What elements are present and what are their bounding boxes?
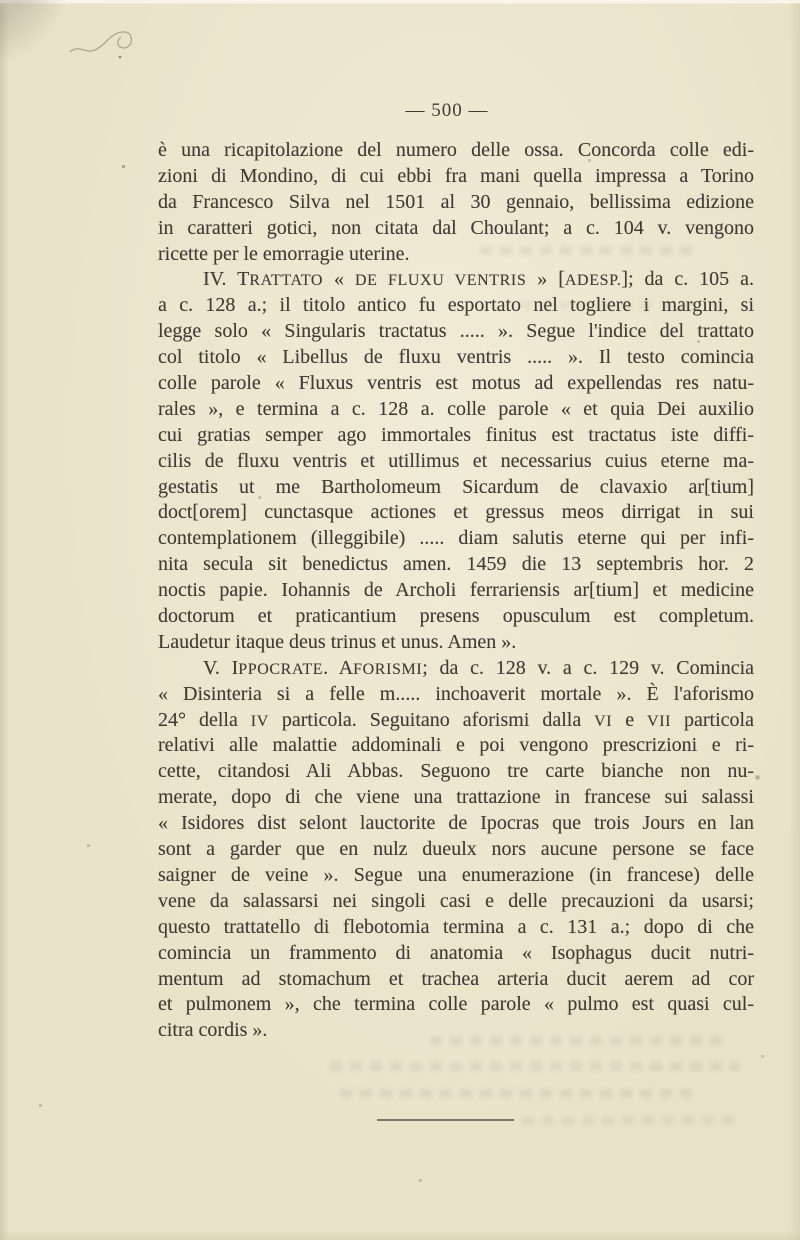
- text-line: [158, 475, 754, 501]
- text-segment: legge solo « Singularis tractatus ..... ». Segue l'indice del trattato: [158, 320, 754, 343]
- text-line: [158, 656, 754, 682]
- text-line: [158, 889, 754, 915]
- text-line: [158, 449, 754, 475]
- show-through-smudge: [522, 1116, 742, 1125]
- text-segment: cilis de fluxu ventris et utillimus et necessarius cuius eterne ma-: [158, 449, 754, 472]
- text-line: [158, 242, 754, 268]
- text-segment: cette, citandosi Ali Abbas. Seguono tre carte bianche non nu-: [158, 760, 754, 783]
- text-line: [158, 552, 754, 578]
- text-segment: comincia un frammento di anatomia « Isophagus ducit nutri-: [158, 941, 754, 964]
- page-number: — 500 —: [405, 100, 489, 121]
- text-segment: relativi alle malattie addominali e poi vengono prescrizioni e ri-: [158, 734, 754, 757]
- text-segment: contemplationem (illeggibile) ..... diam salutis eterne qui per infi-: [158, 527, 754, 550]
- text-line: [158, 915, 754, 941]
- text-line: [158, 941, 754, 967]
- text-segment: « Isidores dist selont lauctorite de Ipocras que trois Jours en lan: [158, 812, 754, 835]
- text-column: [158, 138, 754, 1044]
- text-segment: saigner de veine ». Segue una enumerazione (in francese) delle: [158, 863, 754, 886]
- text-line: [158, 863, 754, 889]
- section-end-rule: [377, 1119, 514, 1121]
- text-line: [158, 682, 754, 708]
- text-line: [158, 759, 754, 785]
- text-line: [158, 345, 754, 371]
- text-line: [158, 708, 754, 734]
- text-segment: V. I: [203, 656, 239, 679]
- text-line: [158, 837, 754, 863]
- text-segment: VI: [594, 712, 613, 730]
- text-line: [158, 267, 754, 293]
- text-line: [158, 500, 754, 526]
- text-segment: merate, dopo di che viene una trattazione in francese sui salassi: [158, 786, 754, 809]
- text-segment: « Disinteria si a felle m..... inchoaverit mortale ». È l'aforismo: [158, 682, 754, 705]
- text-segment: sont a garder que en nulz dueulx nors aucune persone se face: [158, 838, 754, 861]
- text-segment: in caratteri gotici, non citata dal Choulant; a c. 104 v. vengono: [158, 216, 754, 239]
- text-line: [158, 190, 754, 216]
- text-segment: et pulmonem », che termina colle parole « pulmo est quasi cul-: [158, 993, 754, 1016]
- text-line: [158, 992, 754, 1018]
- text-segment: IV: [250, 712, 269, 730]
- show-through-smudge: [330, 1062, 740, 1071]
- text-segment: gestatis ut me Bartholomeum Sicardum de clavaxio ar[tium]: [158, 475, 754, 498]
- text-segment: . A: [323, 656, 354, 679]
- text-segment: cui gratias semper ago immortales finitus est tractatus iste diffi-: [158, 423, 754, 446]
- text-segment: » [: [526, 268, 565, 291]
- pencil-squiggle: [60, 20, 150, 65]
- text-line: [158, 733, 754, 759]
- text-line: [158, 423, 754, 449]
- text-segment: doct[orem] cunctasque actiones et gressus meos dirrigat in sui: [158, 501, 754, 524]
- text-segment: particola: [671, 708, 754, 731]
- text-segment: da Francesco Silva nel 1501 al 30 gennaio, bellissima edizione: [158, 190, 754, 213]
- text-segment: 24° della: [158, 708, 251, 731]
- text-segment: PPOCRATE: [238, 660, 324, 678]
- text-segment: noctis papie. Iohannis de Archoli ferrariensis ar[tium] et medicine: [158, 579, 754, 602]
- text-line: [158, 164, 754, 190]
- text-line: [158, 526, 754, 552]
- text-segment: nita secula sit benedictus amen. 1459 die 13 septembris hor. 2: [158, 553, 754, 576]
- text-segment: zioni di Mondino, di cui ebbi fra mani quella impressa a Torino: [158, 164, 754, 187]
- text-segment: a c. 128 a.; il titolo antico fu esportato nel togliere i margini, si: [158, 294, 754, 317]
- show-through-smudge: [340, 1089, 695, 1098]
- text-line: [158, 630, 754, 656]
- text-line: [158, 785, 754, 811]
- text-line: [158, 967, 754, 993]
- text-line: [158, 397, 754, 423]
- text-line: [158, 293, 754, 319]
- text-segment: RATTATO: [249, 272, 324, 290]
- text-segment: ADESP.: [564, 272, 622, 290]
- text-segment: IV. T: [203, 268, 250, 291]
- text-segment: rales », e termina a c. 128 a. colle parole « et quia Dei auxilio: [158, 397, 754, 420]
- text-segment: ricette per le emorragie uterine.: [158, 242, 410, 265]
- text-line: [158, 1018, 754, 1044]
- text-segment: Laudetur itaque deus trinus et unus. Amen ».: [158, 630, 517, 653]
- text-line: [158, 216, 754, 242]
- text-segment: col titolo « Libellus de fluxu ventris ..... ». Il testo comincia: [158, 346, 754, 369]
- text-segment: VII: [647, 712, 672, 730]
- text-segment: «: [323, 268, 355, 291]
- text-segment: questo trattatello di flebotomia termina a c. 131 a.; dopo di che: [158, 915, 754, 938]
- text-segment: vene da salassarsi nei singoli casi e delle precauzioni da usarsi;: [158, 889, 754, 912]
- text-segment: FORISMI: [353, 660, 423, 678]
- text-segment: ]; da c. 105 a.: [621, 268, 754, 291]
- text-line: [158, 371, 754, 397]
- paper-speckles: [0, 0, 1, 1]
- text-segment: è una ricapitolazione del numero delle ossa. Concorda colle edi-: [158, 139, 754, 161]
- text-line: [158, 811, 754, 837]
- text-line: [158, 578, 754, 604]
- text-segment: citra cordis ».: [158, 1019, 268, 1042]
- text-segment: mentum ad stomachum et trachea arteria ducit aerem ad cor: [158, 967, 754, 990]
- text-line: [158, 604, 754, 630]
- text-segment: ; da c. 128 v. a c. 129 v. Comincia: [422, 656, 754, 679]
- text-segment: particola. Seguitano aforismi dalla: [268, 708, 595, 731]
- text-segment: doctorum et praticantium presens opusculum est completum.: [158, 605, 754, 628]
- text-line: [158, 138, 754, 164]
- text-segment: e: [612, 708, 648, 731]
- text-segment: DE FLUXU VENTRIS: [354, 272, 527, 290]
- text-line: [158, 319, 754, 345]
- text-segment: colle parole « Fluxus ventris est motus ad expellendas res natu-: [158, 372, 754, 395]
